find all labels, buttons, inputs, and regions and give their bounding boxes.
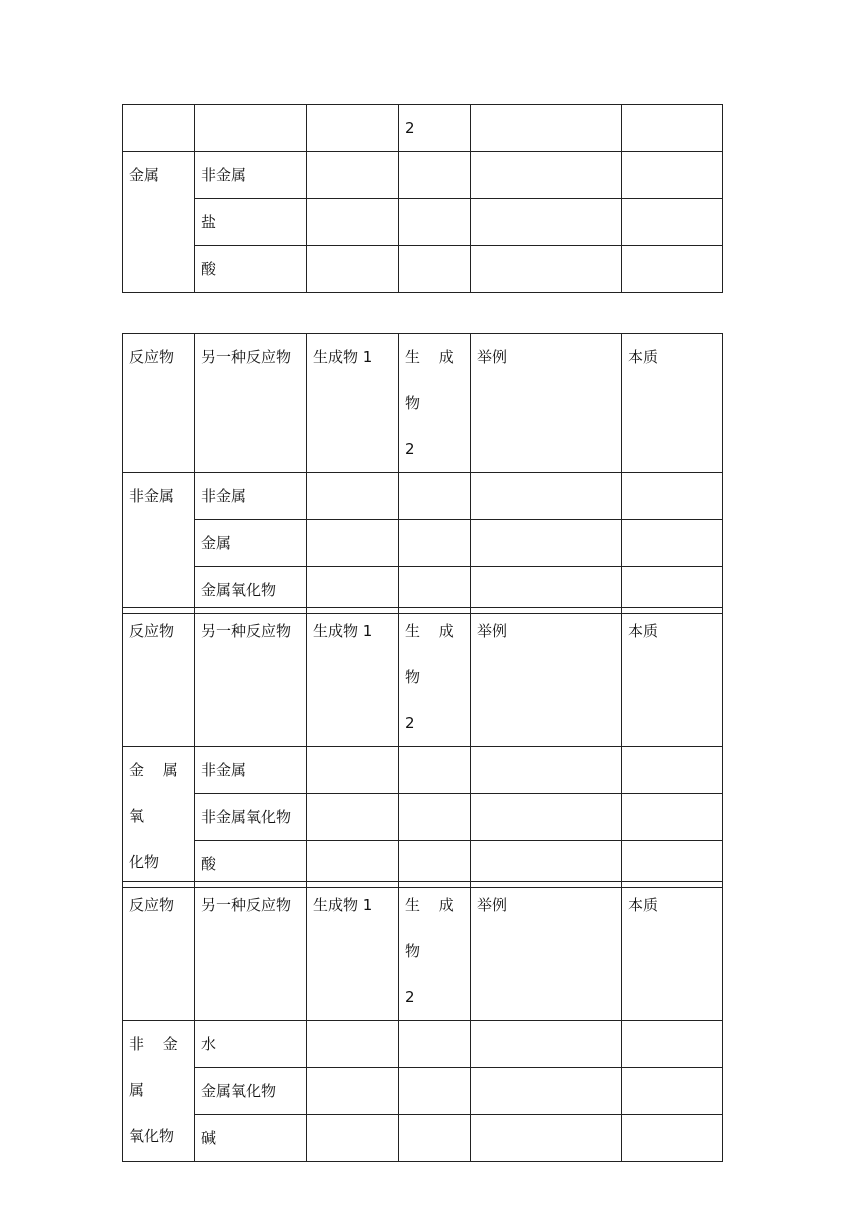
table-cell [307,105,399,152]
empty-cell [399,520,471,567]
table-cell [622,105,723,152]
header-other-reactant: 另一种反应物 [195,882,307,1021]
empty-cell [307,794,399,841]
empty-cell [471,520,622,567]
reactant-line2: 化物 [129,853,160,871]
header-product-2-line2: 2 [405,988,415,1006]
empty-cell [307,1115,399,1162]
empty-cell [471,1068,622,1115]
table-row [123,473,723,520]
empty-cell [471,747,622,794]
empty-cell [307,199,399,246]
table-row [123,199,723,246]
table-row [123,246,723,293]
table-row [123,794,723,841]
empty-cell [399,747,471,794]
header-other-reactant: 另一种反应物 [195,608,307,747]
empty-cell [471,794,622,841]
header-product-1: 生成物 1 [307,608,399,747]
header-product-1: 生成物 1 [307,334,399,473]
empty-cell [307,747,399,794]
header-product-2 [399,882,471,1021]
other-reactant-cell: 酸 [195,841,307,888]
other-reactant-cell: 碱 [195,1115,307,1162]
other-reactant-cell: 水 [195,1021,307,1068]
empty-cell [399,473,471,520]
empty-cell [622,1021,723,1068]
empty-cell [399,1115,471,1162]
empty-cell [622,747,723,794]
header-essence: 本质 [622,608,723,747]
table-cell: 2 [399,105,471,152]
header-reactant: 反应物 [123,882,195,1021]
header-row [123,334,723,473]
header-product-2-line1: 生 成 物 [405,896,461,960]
other-reactant-cell: 非金属氧化物 [195,794,307,841]
empty-cell [307,246,399,293]
table-row [123,1115,723,1162]
reactant-cell [123,747,195,888]
header-product-2 [399,608,471,747]
empty-cell [471,1115,622,1162]
other-reactant-cell: 酸 [195,246,307,293]
other-reactant-cell: 非金属 [195,747,307,794]
empty-cell [307,152,399,199]
header-example: 举例 [471,334,622,473]
table-row [123,520,723,567]
reactant-line1: 非 金 属 [129,1035,185,1099]
header-reactant: 反应物 [123,608,195,747]
empty-cell [399,199,471,246]
empty-cell [399,1021,471,1068]
reactant-cell: 金属 [123,152,195,293]
header-product-2 [399,334,471,473]
empty-cell [399,246,471,293]
empty-cell [399,1068,471,1115]
header-example: 举例 [471,608,622,747]
header-product-2-line2: 2 [405,714,415,732]
reaction-table-metal-oxide [122,607,723,888]
empty-cell [622,152,723,199]
header-essence: 本质 [622,882,723,1021]
header-reactant: 反应物 [123,334,195,473]
table-row [123,1021,723,1068]
empty-cell [622,1068,723,1115]
header-product-1: 生成物 1 [307,882,399,1021]
empty-cell [307,1068,399,1115]
empty-cell [471,246,622,293]
other-reactant-cell: 非金属 [195,152,307,199]
empty-cell [307,473,399,520]
table-row [123,105,723,152]
empty-cell [622,520,723,567]
header-essence: 本质 [622,334,723,473]
empty-cell [399,794,471,841]
empty-cell [471,152,622,199]
reactant-line1: 金 属 氧 [129,761,185,825]
empty-cell [622,199,723,246]
header-row [123,608,723,747]
empty-cell [622,794,723,841]
reactant-line2: 氧化物 [129,1127,175,1145]
empty-cell [622,473,723,520]
table-cell [195,105,307,152]
empty-cell [622,1115,723,1162]
other-reactant-cell: 金属氧化物 [195,567,307,614]
empty-cell [307,1021,399,1068]
other-reactant-cell: 金属氧化物 [195,1068,307,1115]
other-reactant-cell: 盐 [195,199,307,246]
reaction-table-nonmetal-oxide [122,881,723,1162]
empty-cell [622,246,723,293]
empty-cell [471,1021,622,1068]
table-row [123,1068,723,1115]
header-row [123,882,723,1021]
empty-cell [307,520,399,567]
table-row [123,747,723,794]
other-reactant-cell: 金属 [195,520,307,567]
header-product-2-line1: 生 成 物 [405,622,461,686]
empty-cell [471,199,622,246]
table-row [123,152,723,199]
reactant-cell: 非金属 [123,473,195,614]
table-cell [471,105,622,152]
other-reactant-cell: 非金属 [195,473,307,520]
empty-cell [399,152,471,199]
header-example: 举例 [471,882,622,1021]
reaction-table-nonmetal [122,333,723,614]
reaction-table-metal [122,104,723,293]
empty-cell [471,473,622,520]
reactant-cell [123,1021,195,1162]
header-other-reactant: 另一种反应物 [195,334,307,473]
header-product-2-line2: 2 [405,440,415,458]
header-product-2-line1: 生 成 物 [405,348,461,412]
table-cell [123,105,195,152]
